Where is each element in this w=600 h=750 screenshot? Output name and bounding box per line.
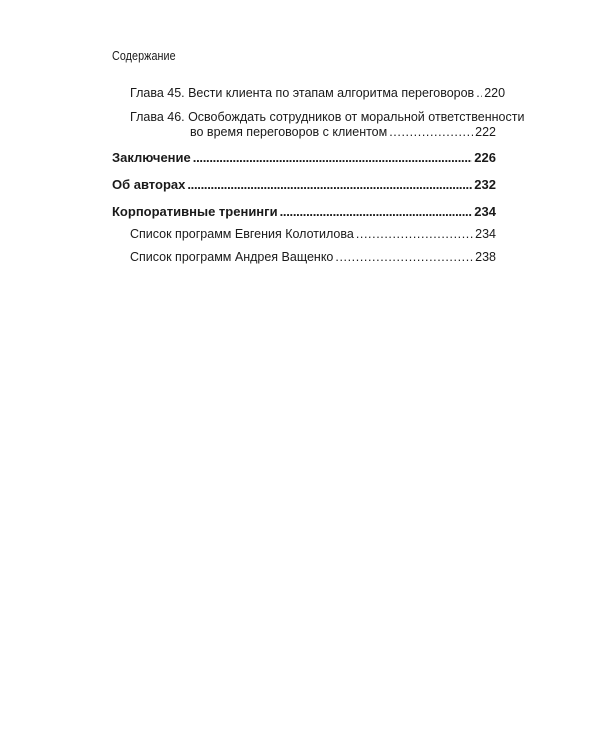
- toc-entry-page: 234: [474, 204, 496, 219]
- toc-entry-line2: [130, 125, 496, 140]
- dot-leader: [280, 204, 473, 219]
- toc-entry-title: Список программ Андрея Ващенко: [130, 250, 334, 264]
- toc-entry-title: Глава 45. Вести клиента по этапам алгоритма переговоров: [130, 86, 475, 100]
- toc-entry-title-line2: во время переговоров с клиентом: [190, 125, 388, 139]
- toc-entry-chapter-46[interactable]: [112, 110, 525, 140]
- dot-leader: [389, 125, 473, 140]
- toc-entry-page: 222: [475, 125, 496, 139]
- toc-entry-page: 238: [475, 250, 496, 264]
- running-head: Содержание: [112, 49, 176, 63]
- toc-entry-kolotilov-programs[interactable]: [112, 227, 496, 242]
- dot-leader: [356, 227, 473, 242]
- toc-entry-page: 226: [474, 150, 496, 165]
- toc-entry-conclusion[interactable]: [112, 150, 496, 165]
- toc-entry-title-line1: Глава 46. Освобождать сотрудников от моральной ответственности: [130, 110, 525, 124]
- toc-entry-title: Список программ Евгения Колотилова: [130, 227, 354, 241]
- dot-leader: [193, 150, 473, 165]
- dot-leader: [335, 250, 473, 265]
- toc-entry-authors[interactable]: [112, 177, 496, 192]
- toc-entry-title: Об авторах: [112, 177, 186, 192]
- toc-entry-chapter-45[interactable]: [112, 86, 506, 101]
- toc-entry-title: Заключение: [112, 150, 191, 165]
- table-of-contents: [112, 84, 525, 265]
- toc-entry-page: 220: [484, 86, 506, 100]
- toc-entry-corporate-trainings[interactable]: [112, 204, 496, 219]
- toc-entry-title: Корпоративные тренинги: [112, 204, 278, 219]
- toc-entry-vashchenko-programs[interactable]: [112, 250, 496, 265]
- toc-entry-page: 234: [475, 227, 496, 241]
- toc-entry-page: 232: [474, 177, 496, 192]
- dot-leader: [187, 177, 472, 192]
- dot-leader: [476, 86, 482, 101]
